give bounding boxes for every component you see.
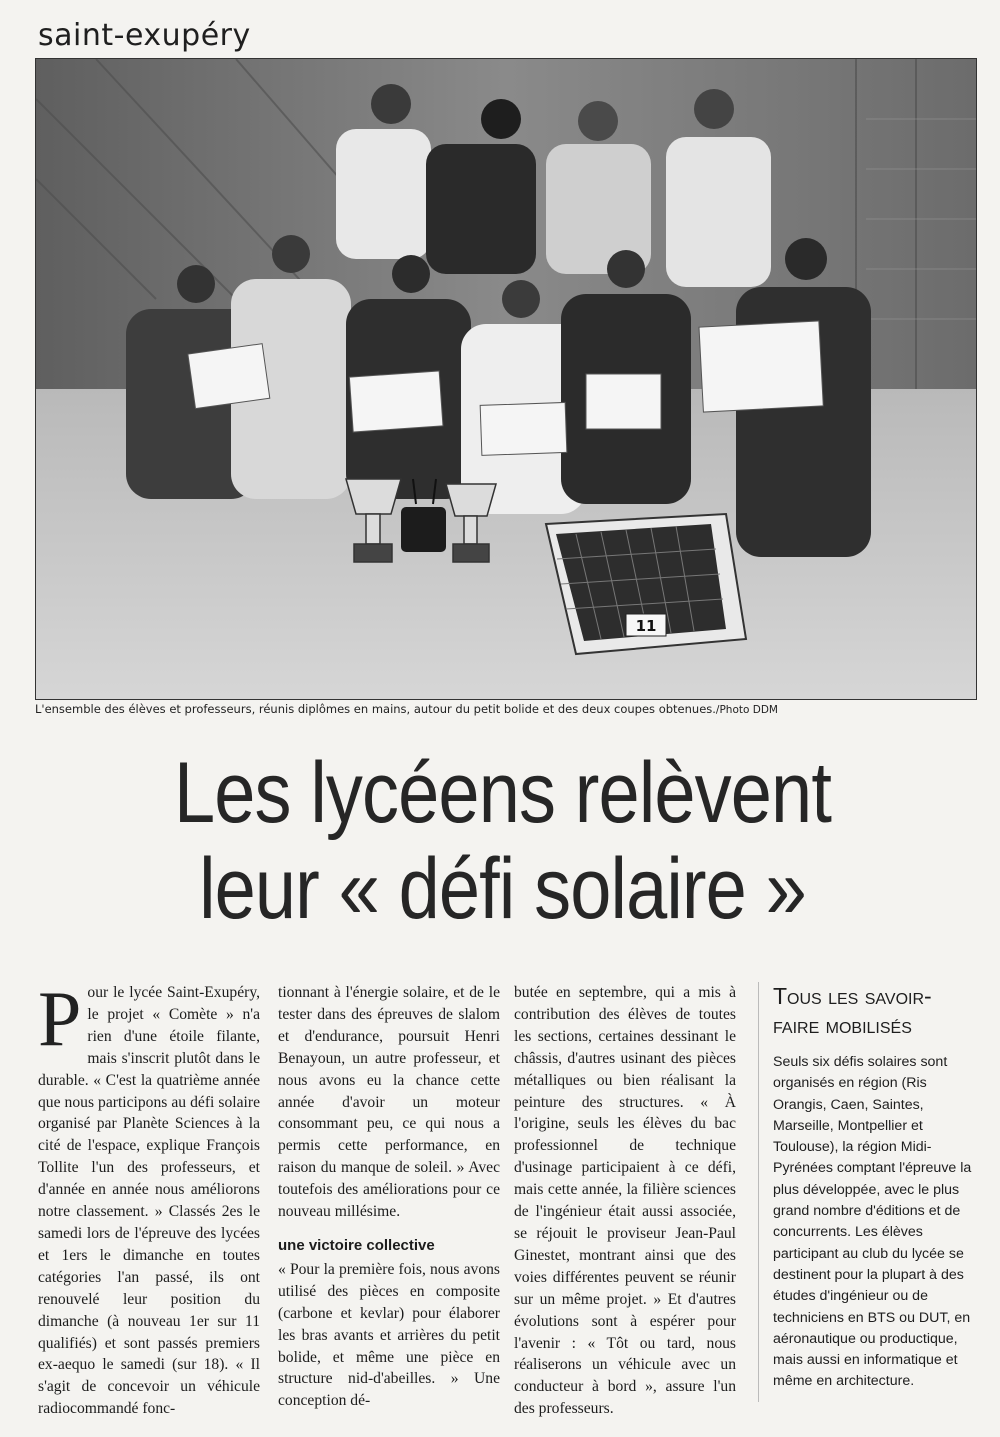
group-photo-illustration [36,59,976,699]
photo-caption [35,702,985,716]
sidebar-title [773,982,980,1040]
article-text-3: butée en septembre, qui a mis à contribution des élèves de toutes les sections, certaines dessinant le châssis, d'autres usinant des pièces métalliques ou bien réalisant la peinture des structures. « À l'origine, seuls les élèves du bac professionnel de technique d'usinage participaient à ce défi, mais cette année, la filière sciences de l'ingénieur était aussi associée, se réjouit le proviseur Jean-Paul Ginestet, montrant ainsi que des voies différentes peuvent se réunir sur un même projet. » Et d'autres évolutions sont à espérer pour l'avenir : « Tôt ou tard, nous réaliserons un véhicule avec un conducteur à bord », assure l'un des professeurs. [514,984,736,1418]
car-number: 11 [635,617,657,635]
article-subheading: une victoire collective [278,1236,435,1254]
caption-text: L'ensemble des élèves et professeurs, réunis diplômes en mains, autour du petit bolide et des deux coupes obtenues. [35,702,716,716]
headline [30,745,975,937]
headline-line-1: Les lycéens relèvent [173,745,832,841]
photo-credit: /Photo DDM [715,704,778,716]
article-column-2 [278,982,500,1412]
sidebar-title-line-1: Tous les savoir- [773,983,932,1009]
headline-line-2: leur « défi solaire » [199,841,806,937]
article-text-2a: tionnant à l'énergie solaire, et de le tester dans des épreuves de slalom et d'endurance, poursuit Henri Benayoun, un autre professeur, et nous avons eu la chance cette année d'avoir un moteur consommant peu, ce qui nous a permis cette performance, en raison du manque de soleil. » Avec toutefois des améliorations pour ce nouveau millésime. [278,984,500,1221]
article-column-3 [514,982,736,1420]
article-text-2b: « Pour la première fois, nous avons utilisé des pièces en composite (carbone et kevlar) pour élaborer les bras avants et arrières du petit bolide, et même une pièce en structure nid-d'abeilles. » Une conception dé- [278,1260,500,1410]
sidebar-box [758,982,980,1402]
sidebar-body: Seuls six défis solaires sont organisés en région (Ris Orangis, Caen, Saintes, Marseille, Montpellier et Toulouse), la région Midi-Pyrénées comptant l'épreuve la plus développée, avec le plus grand nombre d'éditions et de concurrents. Les élèves participant au club du lycée se destinent pour la plupart à des études d'ingénieur ou de techniciens en BTS ou DUT, en aéronautique ou productique, mais aussi en informatique et même en architecture. [773,1054,972,1390]
article-text-1: our le lycée Saint-Exupéry, le projet « Comète » n'a rien d'une étoile filante, mais s'inscrit plutôt dans le durable. « C'est la quatrième année que nous participons au défi solaire organisé par Planète Sciences à la cité de l'espace, explique François Tollite l'un des professeurs, et d'année en année nous améliorons notre classement. » Classés 2es le samedi lors de l'épreuve des lycées et 1ers le dimanche en toutes catégories l'an passé, ils ont renouvelé leur position du dimanche (à nouveau 1er sur 11 qualifiés) et sont passés premiers ex-aequo le samedi (sur 18). « Il s'agit de concevoir un véhicule radiocommandé fonc- [38,984,260,1418]
article-column-1 [38,975,260,1420]
section-label: saint-exupéry [38,18,251,53]
sidebar-title-line-2: faire mobilisés [773,1012,912,1038]
solar-car [546,514,746,654]
drop-cap: P [38,975,82,1062]
group-photo [35,58,977,700]
